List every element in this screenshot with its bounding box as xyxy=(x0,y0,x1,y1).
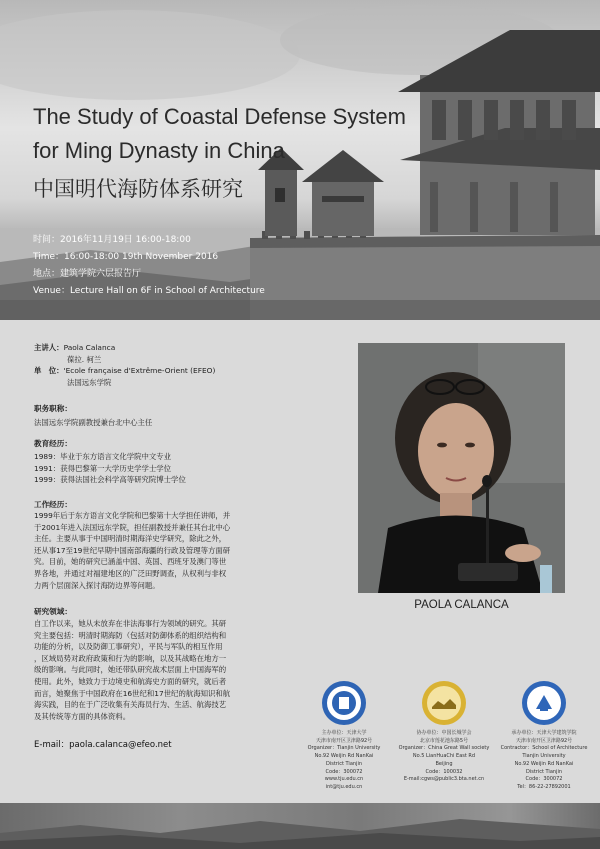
work-paragraph xyxy=(34,510,254,591)
unit-label: 单 位： xyxy=(34,366,64,375)
org-line: Contractor：School of Architecture xyxy=(500,745,588,752)
speaker-portrait xyxy=(358,343,565,593)
org-line: 协办单位：中国长城学会 xyxy=(416,730,472,736)
research-line: 自工作以来，她从未放弃在非法海事行为领域的研究。其研 xyxy=(34,619,227,628)
education-item: 1999：获得法国社会科学高等研究院博士学位 xyxy=(34,475,186,484)
work-line: 究。目前，她的研究已涵盖中国、英国、西班牙及澳门等世 xyxy=(34,557,227,567)
org-line: No.92 Weijin Rd NanKai xyxy=(314,753,374,760)
research-line: 而言，她聚焦于中国政府在16世纪和17世纪的航海知识和航 xyxy=(34,688,231,698)
event-title-english xyxy=(33,100,406,168)
research-heading: 研究领域： xyxy=(34,607,72,616)
org-line: 天津市南开区卫津路92号 xyxy=(315,737,373,744)
org-line: int@tju.edu.cn xyxy=(325,783,363,790)
title-en-line1: The Study of Coastal Defense System xyxy=(33,104,406,129)
unit-name-zh: 法国远东学院 xyxy=(67,377,112,387)
org-line: Tel：86-22-27892001 xyxy=(517,783,571,790)
org-line: Code：300072 xyxy=(525,776,563,783)
title-en-line2: for Ming Dynasty in China xyxy=(33,138,285,163)
speaker-photo xyxy=(358,343,565,593)
research-line: 级的影响。与此同时，她还带队研究战术层面上中国海军的 xyxy=(34,665,227,675)
work-line: 界各地，并通过对福建地区的广泛田野调查，从权利与非权 xyxy=(34,568,227,578)
tianjin-university-logo xyxy=(322,681,366,725)
research-line: 使用。此外，她致力于边境史和航海史方面的研究，就后者 xyxy=(34,676,227,686)
speaker-info xyxy=(34,342,215,388)
work-line: 1999年后于东方语言文化学院和巴黎第十大学担任讲师，并 xyxy=(34,511,231,520)
research-line: ，区域局势对政府政策和行为的影响，以及其战略在地方一 xyxy=(34,653,227,663)
org-line: Code：300072 xyxy=(325,768,363,775)
host-label: 主讲人： xyxy=(34,343,64,352)
org-line: 天津市南开区卫津路92号 xyxy=(515,737,573,744)
work-line: 还从事17至19世纪早期中国南部海疆的行政及管理等方面研 xyxy=(34,545,231,555)
event-venue-en: Venue：Lecture Hall on 6F in School of Architecture xyxy=(33,286,265,296)
contact-email[interactable]: E-mail：paola.calanca@efeo.net xyxy=(34,740,172,750)
photo-caption: PAOLA CALANCA xyxy=(414,599,509,611)
event-venue-zh: 地点：建筑学院六层报告厅 xyxy=(33,269,142,279)
organizer-tianjin-university xyxy=(296,730,392,792)
org-line: E-mail:cgws@public3.bta.net.cn xyxy=(403,776,485,783)
event-title-chinese: 中国明代海防体系研究 xyxy=(33,177,243,201)
education-heading: 教育经历： xyxy=(34,439,72,448)
organizer-great-wall-society xyxy=(396,730,492,784)
unit-name: 'Ecole française d'Extrême-Orient (EFEO) xyxy=(63,366,216,375)
org-line: District Tianjin xyxy=(325,760,363,767)
event-time-en: Time：16:00-18:00 19th November 2016 xyxy=(33,252,219,262)
research-line: 及其传统等方面的具体资料。 xyxy=(34,711,131,721)
org-line: No.92 Weijin Rd NanKai xyxy=(514,760,574,767)
education-item: 1989：毕业于东方语言文化学院中文专业 xyxy=(34,452,172,461)
footer-wall-image xyxy=(0,803,600,849)
work-line: 主任。主要从事于中国明清时期海洋史学研究，除此之外， xyxy=(34,534,227,544)
great-wall-society-logo xyxy=(422,681,466,725)
research-paragraph xyxy=(34,618,254,722)
research-line: 功能的分析，以及防御工事研究），平民与军队的相互作用 xyxy=(34,642,223,652)
contractor-school-of-architecture xyxy=(496,730,592,792)
host-name: Paola Calanca xyxy=(63,343,116,352)
org-line: No.5 LianHuaChi East Rd xyxy=(412,753,476,760)
hero-banner xyxy=(0,0,600,320)
school-of-architecture-logo xyxy=(522,681,566,725)
event-time-zh: 时间：2016年11月19日 16:00-18:00 xyxy=(33,235,191,245)
org-line: www.tju.edu.cn xyxy=(324,776,364,783)
org-line: Tianjin University xyxy=(522,753,566,760)
position-heading: 职务职称： xyxy=(34,404,72,413)
org-line: District Tianjin xyxy=(525,768,563,775)
footer-wall-illustration xyxy=(0,803,600,849)
host-name-zh: 葆拉. 柯兰 xyxy=(67,354,102,364)
work-line: 于2001年进入法国远东学院，担任副教授并兼任其台北中心 xyxy=(34,522,231,532)
org-line: 主办单位：天津大学 xyxy=(321,730,367,736)
education-item: 1991：获得巴黎第一大学历史学学士学位 xyxy=(34,463,172,473)
research-line: 究主要包括：明清时期海防（包括对防御体系的组织结构和 xyxy=(34,630,227,640)
work-heading: 工作经历： xyxy=(34,500,72,509)
org-line: Organizer：China Great Wall society xyxy=(398,745,490,752)
org-line: Code：100032 xyxy=(425,768,463,775)
research-line: 海实践，目的在于广泛收集有关海员行为、生活、航海技艺 xyxy=(34,700,227,710)
position-text: 法国远东学院副教授兼台北中心主任 xyxy=(34,418,153,427)
org-line: Beijing xyxy=(435,760,453,767)
work-line: 力两个层面深入探讨海防边界等问题。 xyxy=(34,580,160,590)
org-line: Organizer：Tianjin University xyxy=(307,745,381,752)
education-list xyxy=(34,451,186,486)
org-line: 北京市莲花池东路5号 xyxy=(419,737,469,744)
org-line: 承办单位：天津大学建筑学院 xyxy=(511,730,577,736)
